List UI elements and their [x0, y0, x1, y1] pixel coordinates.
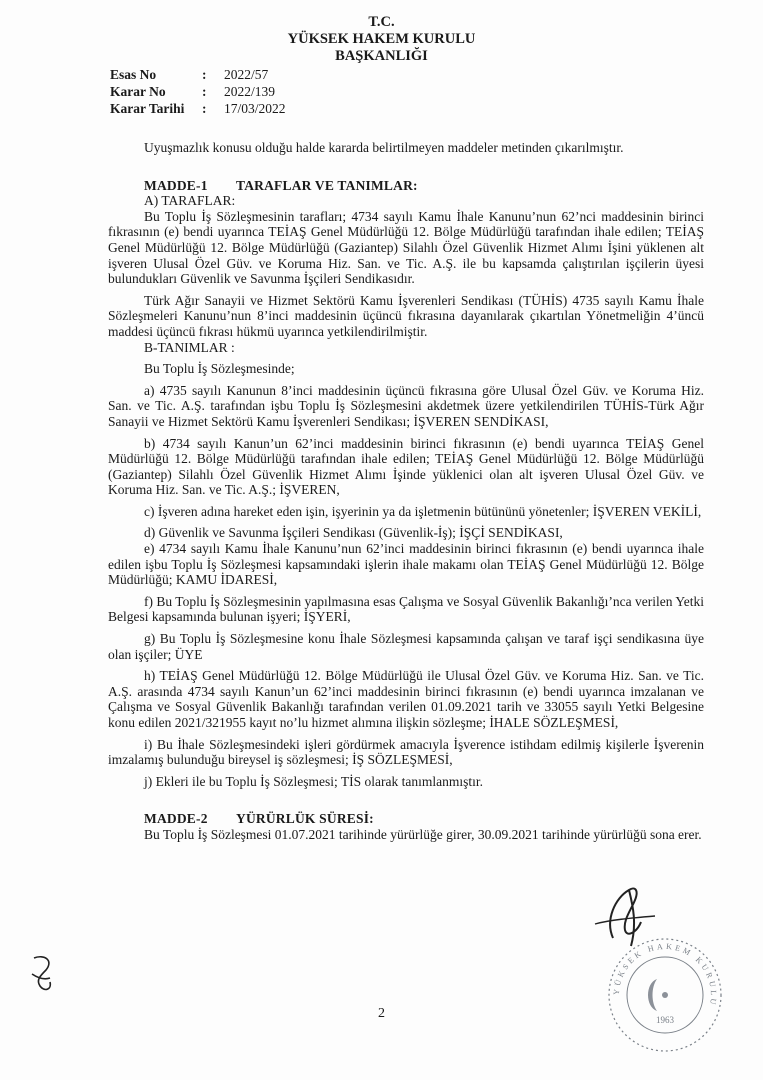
decision-meta: [110, 66, 286, 117]
definition-item: a) 4735 sayılı Kanunun 8’inci maddesinin üçüncü fıkrasına göre Ulusal Özel Güv. ve Koruma Hiz. San. ve Tic. A.Ş. tarafından işbu Toplu İş Sözleşmesini akdetmek üzere yetkilendirilen TÜHİS-Türk Ağır Sanayii ve Hizmet Sektörü Kamu İşverenleri Sendikası; İŞVEREN SENDİKASI,: [108, 382, 704, 429]
article-number: MADDE-2: [144, 811, 208, 827]
meta-label: Karar No: [110, 84, 166, 99]
header-unit: BAŞKANLIĞI: [335, 48, 428, 64]
article-title: YÜRÜRLÜK SÜRESİ:: [236, 811, 374, 827]
definition-item: j) Ekleri ile bu Toplu İş Sözleşmesi; TİS olarak tanımlanmıştır.: [144, 773, 484, 789]
document-body: [108, 140, 704, 843]
article-number: MADDE-1: [144, 177, 208, 193]
meta-label: Esas No: [110, 67, 157, 82]
definitions-intro: Bu Toplu İş Sözleşmesinde;: [144, 361, 295, 377]
meta-row-esas: Esas No : 2022/57: [110, 67, 269, 82]
meta-row-karar: Karar No : 2022/139: [110, 84, 276, 99]
definition-item: d) Güvenlik ve Savunma İşçileri Sendikası (Güvenlik-İş); İŞÇİ SENDİKASI,: [144, 525, 563, 541]
meta-label: Karar Tarihi: [110, 101, 185, 116]
article-1-heading: [108, 178, 704, 194]
article-2-heading: [108, 811, 704, 827]
meta-value: 2022/57: [224, 67, 269, 82]
handwritten-margin-mark: [26, 950, 60, 998]
meta-row-tarih: Karar Tarihi : 17/03/2022: [110, 101, 286, 116]
definition-item: f) Bu Toplu İş Sözleşmesinin yapılmasına esas Çalışma ve Sosyal Güvenlik Bakanlığı’nca verilen Yetki Belgesi kapsamında bulunan işyeri; İŞYERİ,: [108, 593, 704, 625]
definition-item: b) 4734 sayılı Kanun’un 62’inci maddesinin birinci fıkrasının (e) bendi uyarınca TEİAŞ Genel Müdürlüğü 12. Bölge Müdürlüğü tarafından ihale edilen; TEİAŞ Genel Müdürlüğü 12. Bölge Müdürlüğü (Gaziantep) Silahlı Özel Güvenlik Hizmet Alımı İşinde yüklenici olan alt işveren Ulusal Özel Güv. ve Koruma Hiz. San. ve Tic. A.Ş.; İŞVEREN,: [108, 435, 704, 498]
document-header: [0, 14, 763, 65]
intro-note: Uyuşmazlık konusu olduğu halde kararda belirtilmeyen maddeler metinden çıkarılmıştır.: [144, 140, 624, 155]
definition-item: g) Bu Toplu İş Sözleşmesine konu İhale Sözleşmesi kapsamında çalışan ve taraf işçi sendikasına üye olan işçiler; ÜYE: [108, 631, 704, 662]
validity-paragraph: Bu Toplu İş Sözleşmesi 01.07.2021 tarihinde yürürlüğe girer, 30.09.2021 tarihinde yürürlüğü sona erer.: [144, 826, 702, 842]
seal-ring-text: YÜKSEK HAKEM KURULU: [611, 941, 719, 1008]
definition-item: i) Bu İhale Sözleşmesindeki işleri gördürmek amacıyla İşverence istihdam edilmiş kişilerle İşverenin imzalamış bulunduğu bireysel iş sözleşmesi; İŞ SÖZLEŞMESİ,: [108, 736, 704, 768]
header-tc: T.C.: [368, 14, 395, 30]
section-a-heading: A) TARAFLAR:: [144, 193, 236, 209]
header-institution: YÜKSEK HAKEM KURULU: [287, 31, 476, 47]
definition-item: e) 4734 sayılı Kamu İhale Kanunu’nun 62’inci maddesinin birinci fıkrasının (e) bendi uyarınca ihale edilen işbu Toplu İş Sözleşmesi kapsamındaki işlerin ihale makamı olan TEİAŞ Genel Müdürlüğü 12. Bölge Müdürlüğü; KAMU İDARESİ,: [108, 541, 704, 588]
page-number: 2: [378, 1006, 385, 1021]
meta-value: 2022/139: [224, 84, 276, 99]
definition-item: c) İşveren adına hareket eden işin, işyerinin ya da işletmenin bütününü yönetenler; İŞVEREN VEKİLİ,: [144, 503, 702, 519]
parties-paragraph: Bu Toplu İş Sözleşmesinin tarafları; 4734 sayılı Kamu İhale Kanunu’nun 62’nci maddesinin birinci fıkrasının (e) bendi uyarınca TEİAŞ Genel Müdürlüğü 12. Bölge Müdürlüğü tarafından ihale edilen; TEİAŞ Genel Müdürlüğü 12. Bölge Müdürlüğü (Gaziantep) Silahlı Özel Güvenlik Hizmet Alımı İşini yüklenen alt işveren Ulusal Özel Güv. ve Koruma Hiz. San. ve Tic. A.Ş. ile bu kapsamda çalıştırılan işçilerin üyesi bulundukları Güvenlik ve Savunma İşçileri Sendikasıdır.: [108, 208, 704, 287]
tuhis-paragraph: Türk Ağır Sanayii ve Hizmet Sektörü Kamu İşverenleri Sendikası (TÜHİS) 4735 sayılı Kamu İhale Sözleşmeleri Kanunu’nun 8’inci maddesinin üçüncü fıkrasına dayanılarak çıkartılan Yönetmeliğin 4’üncü maddesi üçüncü fıkrası hükmü uyarınca yetkilendirilmiştir.: [108, 292, 704, 339]
article-title: TARAFLAR VE TANIMLAR:: [236, 177, 418, 193]
meta-value: 17/03/2022: [224, 101, 286, 116]
definition-item: h) TEİAŞ Genel Müdürlüğü 12. Bölge Müdürlüğü ile Ulusal Özel Güv. ve Koruma Hiz. San. ve Tic. A.Ş. arasında 4734 sayılı Kanun’un 62’inci maddesinin birinci fıkrasının (e) bendi uyarınca imzalanan ve Çalışma ve Sosyal Güvenlik Bakanlığı tarafından verilen 01.09.2021 tarih ve 33055 sayılı Yetki Belgesine konu edilen 2021/321955 kayıt no’lu hizmet alımına ilişkin sözleşme; İHALE SÖZLEŞMESİ,: [108, 668, 704, 730]
court-seal: [605, 935, 725, 1055]
seal-year: 1963: [656, 1015, 674, 1025]
section-b-heading: B-TANIMLAR :: [144, 339, 235, 355]
